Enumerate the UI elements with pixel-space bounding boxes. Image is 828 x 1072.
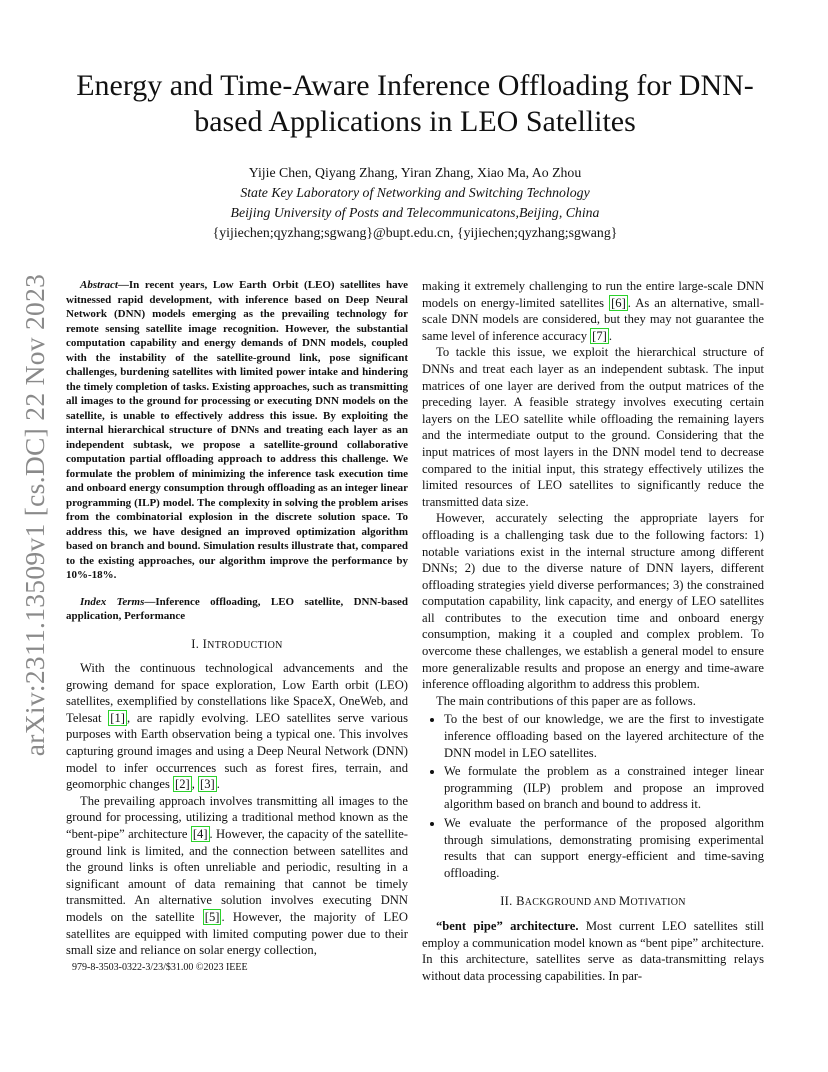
intro-paragraph-5: However, accurately selecting the appropriate layers for offloading is a challenging task due to the following factors: 1) notable variations exist in the internal structure among different DNNs; 2) due to the diverse nature of DNN layers, different offloading strategies yield diverse performances; 3) the constrained computation capability, link capacity, and energy of LEO satellites all contributes to the execution time and onboard energy consumption, making it a coupled and complex problem. To overcome these challenges, we establish a general model to ensure more generalizable results and propose an energy and time-aware inference offloading algorithm to address this problem. bbox=[422, 511, 764, 692]
citation-link[interactable]: [5] bbox=[204, 910, 220, 924]
index-terms bbox=[66, 595, 408, 624]
citation-link[interactable]: [4] bbox=[192, 827, 208, 842]
section-heading-introduction: I. INTRODUCTION bbox=[191, 636, 283, 651]
index-terms-text: —Inference offloading, LEO satellite, DNN-based application, Performance bbox=[66, 595, 408, 622]
arxiv-stamp bbox=[16, 270, 54, 760]
citation-link[interactable]: [1] bbox=[110, 710, 125, 725]
abstract-text: —In recent years, Low Earth Orbit (LEO) satellites have witnessed rapid development, with inference based on Deep Neural Network (DNN) models emerging as the prevailing technology for remote sensing satellite image recognition. However, the substantial computation capability and energy demands of DNN models, coupled with the instability of the satellite-ground link, pose significant challenges, burdening satellites with limited power intake and hindering the timely completion of tasks. Existing approaches, such as transmitting all images to the ground for processing or executing DNN models on the satellite, is unable to effectively address this issue. By exploiting the internal hierarchical structure of DNNs and treating each layer as an independent subtask, we propose a satellite-ground collaborative computation partial offloading approach to address this challenge. We formulate the problem of minimizing the inference task execution time and onboard energy consumption through offloading as an integer linear programming (ILP) model. The complexity in solving the problem arises from the combinatorial explosion in the discrete solution space. To address this, we have designed an improved optimization algorithm based on branch and bound. Simulation results illustrate that, compared to the existing approaches, our algorithm improve the performance by 10%-18%. bbox=[66, 279, 408, 581]
section-heading-background: II. BACKGROUND AND MOTIVATION bbox=[500, 894, 686, 909]
affiliation-university: Beijing University of Posts and Telecommunicatons,Beijing, China bbox=[230, 205, 600, 220]
author-block bbox=[70, 163, 760, 243]
affiliation-lab: State Key Laboratory of Networking and Switching Technology bbox=[240, 185, 590, 200]
copyright-footer: 979-8-3503-0322-3/23/$31.00 ©2023 IEEE bbox=[72, 962, 248, 973]
list-item: • To the best of our knowledge, we are the first to investigate inference offloading based on the layered architecture of the DNN model in LEO satellites. bbox=[444, 711, 764, 761]
right-column bbox=[422, 278, 764, 984]
index-terms-label: Index Terms bbox=[80, 595, 145, 608]
abstract-label: Abstract bbox=[80, 279, 118, 291]
author-emails: {yijiechen;qyzhang;sgwang}@bupt.edu.cn, {yijiechen;qyzhang;sgwang} bbox=[212, 225, 618, 240]
intro-paragraph-1: With the continuous technological advancements and the growing demand for space exploration, Low Earth orbit (LEO) satellites, exemplified by constellations like SpaceX, OneWeb, and Telesat [1] , are rapidly evolving. LEO satellites serve various purposes with Earth observation being a typical one. This involves capturing ground images and using a Deep Neural Network (DNN) model to infer occurrences such as forest fires, terrain, and geomorphic changes [2] , [3] . bbox=[66, 661, 408, 792]
citation-link[interactable]: [6] bbox=[611, 295, 626, 310]
paper-title: Energy and Time-Aware Inference Offloading for DNN-based Applications in LEO Satellites bbox=[76, 69, 754, 138]
citation-link[interactable]: [2] bbox=[175, 777, 190, 792]
arxiv-stamp-text: arXiv:2311.13509v1 [cs.DC] 22 Nov 2023 bbox=[19, 273, 51, 757]
bentpipe-label: “bent pipe” architecture. bbox=[436, 918, 579, 933]
citation-link[interactable]: [3] bbox=[200, 777, 215, 792]
list-item: • We evaluate the performance of the proposed algorithm through simulations, demonstrating promising experimental results that can support energy-efficient and time-saving offloading. bbox=[444, 815, 764, 881]
citation-link[interactable]: [7] bbox=[592, 328, 607, 343]
left-column bbox=[66, 278, 408, 959]
abstract bbox=[66, 278, 408, 583]
intro-paragraph-4: To tackle this issue, we exploit the hierarchical structure of DNNs and treat each layer as an independent subtask. The input matrices of one layer are derived from the output matrices of the preceding layer. A feasible strategy involves executing certain layers on the LEO satellite while offloading the remaining layers and the intermediate output to the ground. Considering that the input matrices of most layers in the DNN model tend to decrease compared to the initial input, this strategy effectively utilizes the limited resources of LEO satellites to significantly reduce the transmitted data size. bbox=[422, 345, 764, 509]
contributions-intro: The main contributions of this paper are as follows. bbox=[436, 693, 696, 708]
intro-paragraph-2: The prevailing approach involves transmitting all images to the ground for processing, utilizing a traditional method known as the “bent-pipe” architecture [4] . However, the capacity of the satellite-ground link is limited, and the connection between satellites and the ground links is often unreliable and periodic, resulting in a significant amount of data remaining that cannot be timely transmitted. An alternative solution involves executing DNN models on the satellite [5] . However, the majority of LEO satellites are equipped with limited computing power due to their small size and reliance on solar energy collection, bbox=[66, 793, 409, 958]
list-item: • We formulate the problem as a constrained integer linear programming (ILP) problem and propose an improved algorithm based on branch and bound to address it. bbox=[444, 763, 764, 813]
author-names: Yijie Chen, Qiyang Zhang, Yiran Zhang, Xiao Ma, Ao Zhou bbox=[248, 165, 582, 180]
contributions-list bbox=[422, 711, 764, 881]
intro-paragraph-3: making it extremely challenging to run the entire large-scale DNN models on energy-limited satellites [6] . As an alternative, small-scale DNN models are considered, but they may not guarantee the same level of inference accuracy [7] . bbox=[422, 279, 764, 343]
background-paragraph-1: “bent pipe” architecture. Most current LEO satellites still employ a communication model known as “bent pipe” architecture. In this architecture, satellites serve as data-transmitting relays without data processing capabilities. In par- bbox=[422, 918, 765, 983]
